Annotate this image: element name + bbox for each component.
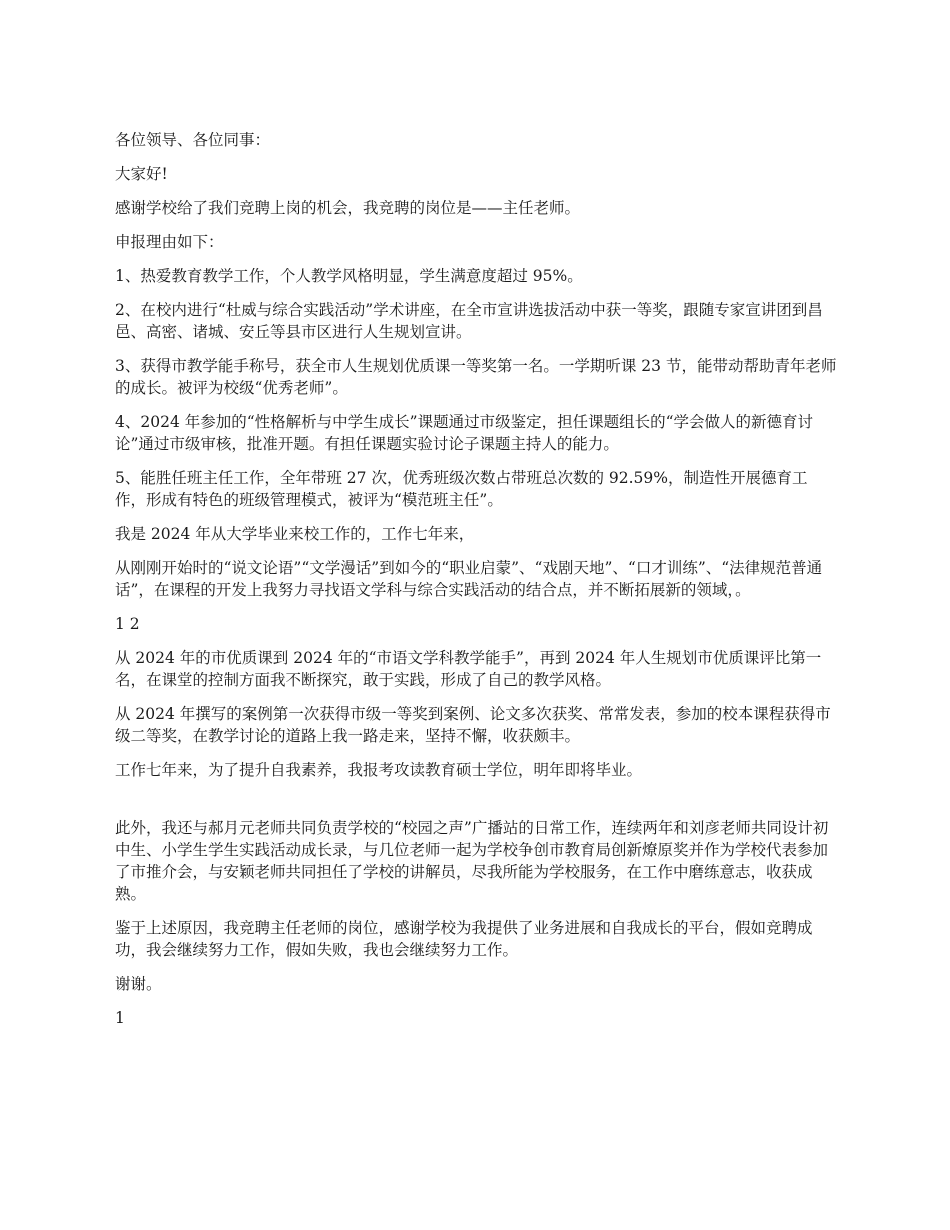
reason-item-1: 1、热爱教育教学工作，个人教学风格明显，学生满意度超过 95%。: [115, 267, 583, 285]
reason-item-3: 3、获得市教学能手称号，获全市人生规划优质课一等奖第一名。一学期听课 23 节，能带动帮助青年老师的成长。被评为校级“优秀老师”。: [115, 357, 837, 397]
reasons-heading: 申报理由如下：: [115, 233, 224, 251]
conclusion-paragraph: 鉴于上述原因，我竞聘主任老师的岗位，感谢学校为我提供了业务进展和自我成长的平台，假如竞聘成功，我会继续努力工作，假如失败，我也会继续努力工作。: [115, 919, 813, 959]
degree-paragraph: 工作七年来，为了提升自我素养，我报考攻读教育硕士学位，明年即将毕业。: [115, 761, 643, 779]
section-spacer: [115, 793, 837, 817]
document-body: [115, 129, 837, 1041]
work-history-paragraph: 我是 2024 年从大学毕业来校工作的，工作七年来，: [115, 525, 475, 543]
awards-paragraph: 从 2024 年撰写的案例第一次获得市级一等奖到案例、论文多次获奖、常常发表，参加的校本课程获得市级二等奖，在教学讨论的道路上我一路走来，坚持不懈，收获颇丰。: [115, 705, 831, 745]
page-number: 1: [115, 1009, 125, 1027]
thanks-line: 谢谢。: [115, 975, 162, 993]
reason-item-4: 4、2024 年参加的“性格解析与中学生成长”课题通过市级鉴定，担任课题组长的“学会做人的新德育讨论”通过市级审核，批准开题。有担任课题实验讨论子课题主持人的能力。: [115, 413, 814, 453]
reason-item-2: 2、在校内进行“杜威与综合实践活动”学术讲座，在全市宣讲选拔活动中获一等奖，跟随专家宣讲团到昌邑、高密、诸城、安丘等县市区进行人生规划宣讲。: [115, 301, 823, 341]
curriculum-paragraph: 从刚刚开始时的“说文论语”“文学漫话”到如今的“职业启蒙”、“戏剧天地”、“口才训练”、“法律规范普通话”，在课程的开发上我努力寻找语文学科与综合实践活动的结合点，并不断拓展新的领域，。: [115, 559, 823, 599]
intro-paragraph: 感谢学校给了我们竞聘上岗的机会，我竞聘的岗位是——主任老师。: [115, 199, 581, 217]
greeting: 各位领导、各位同事：: [115, 131, 271, 149]
extra-duties-paragraph: 此外，我还与郝月元老师共同负责学校的“校园之声”广播站的日常工作，连续两年和刘彦老师共同设计初中生、小学生学生实践活动成长录，与几位老师一起为学校争创市教育局创新燎原奖并作为学校代表参加了市推介会，与安颖老师共同担任了学校的讲解员，尽我所能为学校服务，在工作中磨练意志，收获成熟。: [115, 819, 829, 903]
salutation: 大家好!: [115, 165, 168, 183]
page-marker: 1 2: [115, 615, 140, 633]
reason-item-5: 5、能胜任班主任工作，全年带班 27 次，优秀班级次数占带班总次数的 92.59%，制造性开展德育工作，形成有特色的班级管理模式，被评为“模范班主任”。: [115, 469, 808, 509]
teaching-style-paragraph: 从 2024 年的市优质课到 2024 年的“市语文学科教学能手”，再到 2024 年人生规划市优质课评比第一名，在课堂的控制方面我不断探究，敢于实践，形成了自己的教学风格。: [115, 649, 822, 689]
